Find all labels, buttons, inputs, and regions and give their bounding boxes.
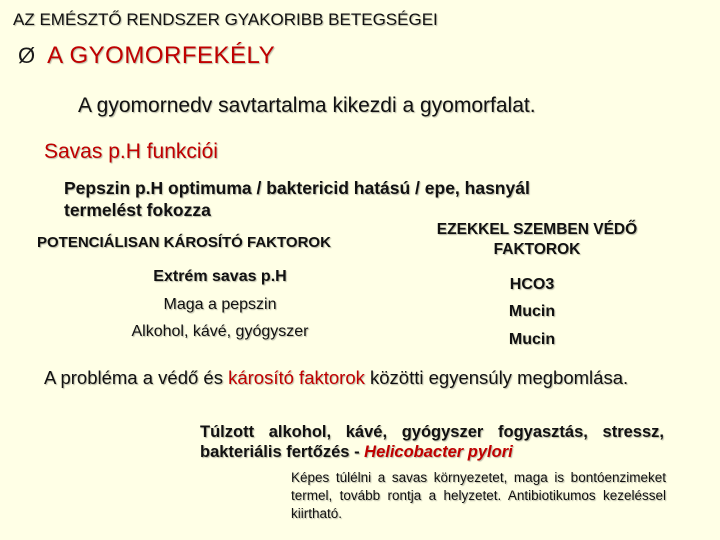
ph-title: Savas p.H funkciói [44,140,218,163]
pepszin-text: Pepszin p.H optimuma / baktericid hatású / epe, hasnyál termelést fokozza [64,178,530,220]
arrow-bullet-icon: Ø [18,43,36,68]
problem-statement [44,367,664,389]
causes-text [200,422,664,462]
causes-list: Túlzott alkohol, kávé, gyógyszer fogyasztás, stressz, bakteriális fertőzés - [200,423,664,461]
bacterium-note: Képes túlélni a savas környezetet, maga is bontóenzimeket termel, tovább rontja a helyzetet. Antibiotikumos kezeléssel kiirtható. [291,470,666,521]
protective-factor-item: Mucin [508,331,556,348]
section-heading [18,42,275,70]
problem-part1: A probléma a [44,367,154,388]
pathogen-name: Helicobacter pylori [364,443,513,461]
harmful-factor-item: Extrém savas p.H [153,268,287,285]
harmful-factor-item: Alkohol, kávé, gyógyszer [131,323,309,340]
protective-factor-item: Mucin [508,303,556,320]
protective-factor-item: HCO3 [509,276,555,293]
protective-factors-heading: EZEKKEL SZEMBEN VÉDŐ FAKTOROK [436,221,638,258]
problem-part3: közötti egyensúly megbomlása. [370,367,629,388]
statement: A gyomornedv savtartalma kikezdi a gyomorfalat. [78,94,536,117]
problem-part2: és [203,367,223,388]
protective-word: védő [158,367,199,388]
slide-header: AZ EMÉSZTŐ RENDSZER GYAKORIBB BETEGSÉGEI [13,10,438,29]
section-title: A GYOMORFEKÉLY [47,42,276,69]
harmful-factor-item: Maga a pepszin [163,296,277,313]
harmful-factors-phrase: károsító faktorok [228,367,365,388]
harmful-factors-heading: POTENCIÁLISAN KÁROSÍTÓ FAKTOROK [37,234,331,251]
